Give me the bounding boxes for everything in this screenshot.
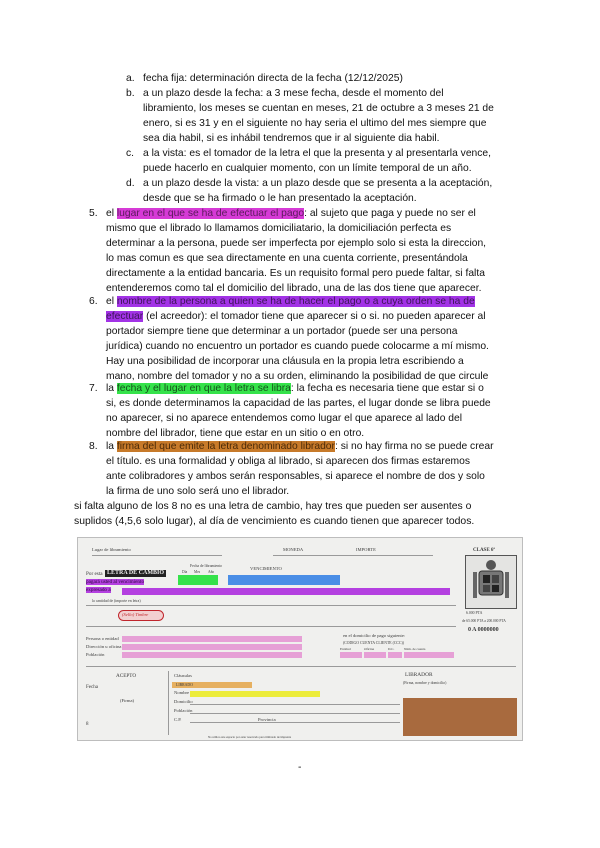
item-marker: 6. [89, 296, 98, 307]
sub-item-marker: c. [126, 148, 135, 159]
highlight-pink [388, 652, 402, 658]
form-label: Día [182, 570, 188, 574]
sub-item-marker: b. [126, 88, 135, 99]
form-label: Fecha de libramiento [190, 564, 223, 568]
form-label: Provincia [258, 717, 276, 722]
divider [86, 626, 456, 627]
form-label: de 65.000 PTA a 200.000 PTA [462, 619, 506, 623]
form-label: IMPORTE [356, 547, 376, 552]
highlight-brown [403, 698, 517, 736]
form-label: Persona o entidad [86, 636, 119, 641]
highlight-magenta: lugar en el que se ha de efectuar el pago [116, 208, 305, 219]
sub-item-d: a un plazo desde la vista: a un plazo desde que se presenta a la aceptación, desde que se ha firmado o le han presentado la aceptación. [143, 178, 493, 204]
form-label: expresado a [86, 587, 111, 593]
form-label: Mes [194, 570, 201, 574]
list-item-6: el nombre de la persona a quien se ha de hacer el pago o a cuya orden se ha de efectuar (el acreedor): el tomador tiene que aparecer si o si. no pueden aparecer al portador siempre tiene que determinar a un portador (puede ser una persona jurídica) cuando no encuentro un portador es cuando puede colocarme a mí mismo. Hay una posibilidad de incorporar una cláusula en la propia letra escribiendo a mano, nombre del tomador y no a su orden, eliminando la posibilidad de que circule [106, 296, 489, 382]
highlight-green: fecha y el lugar en que la letra se libra [116, 383, 291, 394]
form-label: Dirección u oficina [86, 644, 122, 649]
form-label: Nombre [174, 690, 190, 695]
form-label: (Firma) [120, 698, 135, 703]
sub-item-marker: a. [126, 73, 135, 84]
list-item-5: el lugar en el que se ha de efectuar el pago: al sujeto que paga y puede no ser el mismo que el librado lo llamamos domiciliatario, la domiciliación perfecta es determinar a la persona, puede ser imperfecta por ejemplo solo si esta la direccion, lo mas comun es que sea directamente en una cuenta corriente, presentándola directamente a la entidad bancaria. Es un requisito formal pero puede faltar, si falta entenderemos como tal el domicilio del librado, una de las dos tiene que aparecer. [106, 208, 487, 294]
divider [190, 704, 400, 705]
form-label: Fecha [86, 685, 98, 690]
item-marker: 5. [89, 208, 98, 219]
form-label: Año [208, 570, 215, 574]
form-label: Cláusulas [174, 673, 192, 678]
divider [190, 722, 400, 723]
sub-item-b: a un plazo desde la fecha: a 3 mese fecha, desde el momento del libramiento, los meses se cuentan en meses, 21 de octubre a 3 meses 21 de enero, si es 31 y en el siguiente no hay seria el ultimo del mes siempre que sea dia habil, si es inhábil tendremos que ir al siguiente dia habil. [143, 88, 494, 144]
form-label: Por esta [86, 571, 103, 577]
divider [273, 555, 433, 556]
form-label: LIBRADO [176, 683, 193, 687]
form-label: Población [86, 652, 105, 657]
stamp-area [465, 555, 517, 609]
form-label: CLASE 6ª [473, 548, 495, 553]
list-item-8: la firma del que emite la letra denominado librador: si no hay firma no se puede crear el título. es una formalidad y obliga al librado, si aparecen dos firmas estaremos ante colibradores y ambos serán responsables, si aparece el nombre de dos y solo la firma de uno solo será uno el librador. [106, 441, 494, 497]
divider [86, 605, 456, 606]
closing-paragraph: si falta alguno de los 8 no es una letra de cambio, hay tres que pueden ser ausentes o suplidos (4,5,6 solo lugar), al día de vencimiento es cuando tienen que aparecer todos. [74, 501, 475, 527]
highlight-pink [122, 652, 302, 658]
form-label: C.P. [174, 717, 182, 722]
highlight-brown: firma del que emite la letra denominado librador [116, 441, 335, 452]
highlight-violet: nombre de la persona a quien se ha de hacer el pago o a cuya orden se ha de [116, 296, 475, 307]
form-label: (Firma, nombre y domicilio) [403, 681, 447, 685]
highlight-blue [228, 575, 340, 585]
page-number: - [298, 762, 302, 773]
form-label: Núm. de cuenta [404, 647, 426, 651]
divider [190, 713, 400, 714]
highlight-pink [340, 652, 362, 658]
list-item-7: la fecha y el lugar en que la letra se libra: la fecha es necesaria tiene que estar si o si, es donde determinamos la capacidad de las partes, el lugar donde se libra puede no aparecer, si no aparece entendemos como lugar el que aparece al lado del nombre del librador, tiene que estar en un sitio o en otro. [106, 383, 491, 439]
form-label: ACEPTO [116, 673, 137, 679]
highlight-pink [364, 652, 386, 658]
divider [168, 671, 169, 735]
highlight-green [178, 575, 218, 585]
form-label: MONEDA [283, 547, 304, 552]
form-label: en el domicilio de pago siguiente: [343, 633, 406, 638]
form-label: (Sello) Timbre [122, 612, 149, 617]
highlight-violet: efectuar [106, 311, 144, 322]
highlight-violet [122, 588, 450, 595]
highlight-pink [122, 644, 302, 650]
divider [86, 666, 516, 667]
sub-item-a: fecha fija: determinación directa de la fecha (12/12/2025) [143, 73, 403, 84]
item-marker: 7. [89, 383, 98, 394]
form-label: la cantidad de (importe en letra) [92, 599, 141, 603]
highlight-pink [404, 652, 454, 658]
form-label: VENCIMIENTO [250, 566, 282, 571]
divider [92, 555, 222, 556]
coat-of-arms-icon [466, 556, 516, 608]
serial-number: 0 A 0000000 [468, 627, 499, 633]
form-label: Oficina [364, 647, 375, 651]
sub-item-c: a la vista: es el tomador de la letra el que la presenta y al presentarla vence, puede hacerlo en cualquier momento, con un límite temporal de un año. [143, 148, 492, 174]
letra-de-cambio-title: LETRA DE CAMBIO [107, 570, 165, 576]
form-label: Lugar de libramiento [92, 547, 131, 552]
letra-de-cambio-form [77, 537, 523, 741]
form-label: LIBRADOR [405, 672, 433, 678]
sub-item-marker: d. [126, 178, 135, 189]
form-label: (CODIGO CUENTA CLIENTE (CCC)) [343, 641, 404, 645]
form-label: Entidad [340, 647, 351, 651]
form-label: Población [174, 708, 193, 713]
form-footnote: No utilice este espacio por estar reservado para timbrado de imprenta [208, 735, 292, 739]
form-label: Domicilio [174, 699, 193, 704]
form-label: pagará usted al vencimiento [86, 579, 145, 585]
highlight-pink [122, 636, 302, 642]
form-label: D.C. [388, 647, 395, 651]
form-label: 8 [86, 722, 89, 727]
form-label: 6.000 PTA [466, 611, 483, 615]
highlight-yellow [190, 691, 320, 697]
item-marker: 8. [89, 441, 98, 452]
